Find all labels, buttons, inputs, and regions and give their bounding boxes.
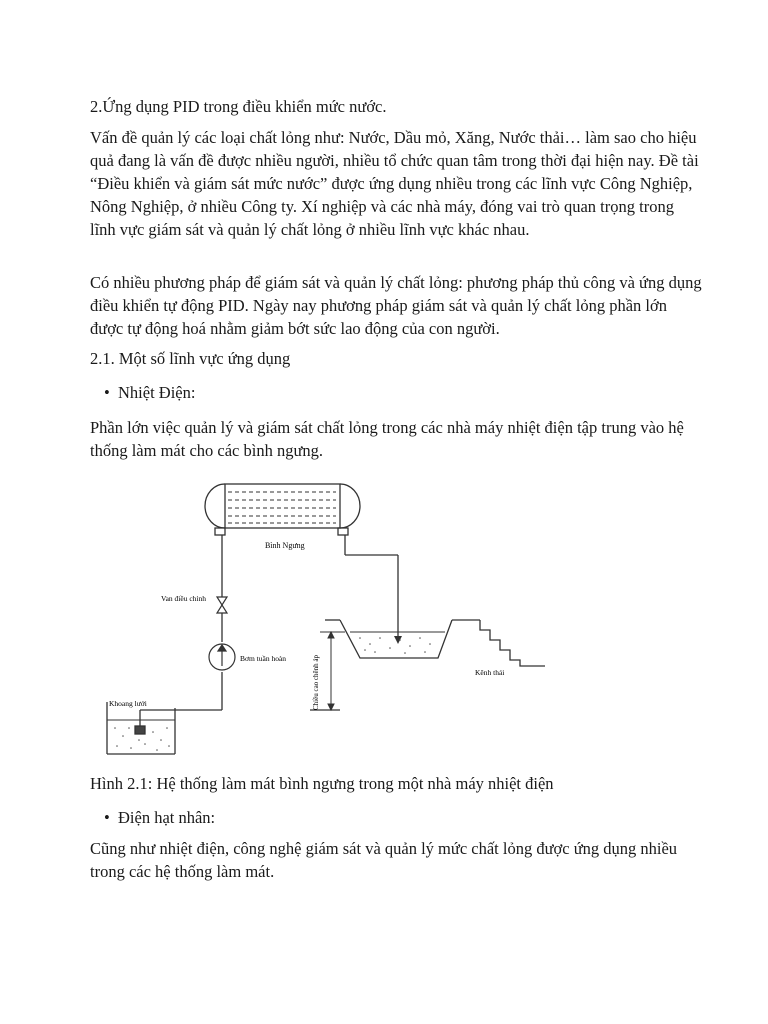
pump-icon <box>209 644 235 670</box>
label-pump: Bơm tuần hoàn <box>240 654 287 663</box>
discharge-channel <box>325 620 545 666</box>
bullet-nuclear-power <box>104 806 216 829</box>
section-heading-2-1: 2.1. Một số lĩnh vực ứng dụng <box>90 349 291 368</box>
bullet-dot: • <box>104 383 110 402</box>
label-channel: Kênh thải <box>475 668 505 677</box>
channel-water <box>359 637 431 654</box>
label-height: Chiều cao chênh áp <box>312 654 320 710</box>
paragraph-thermal: Phần lớn việc quản lý và giám sát chất lỏng trong các nhà máy nhiệt điện tập trung vào hệ thống làm mát cho các bình ngưng. <box>90 418 684 460</box>
bullet-thermal-power <box>104 381 196 404</box>
label-valve: Van điều chỉnh <box>161 594 206 603</box>
paragraph-intro: Vấn đề quản lý các loại chất lỏng như: Nước, Dầu mỏ, Xăng, Nước thải… làm sao cho hiệu quả đang là vấn đề được nhiều người, nhiều tổ chức quan tâm trong thời đại hiện nay. Đề tài “Điều khiển và giám sát mức nước” được ứng dụng nhiều trong các lĩnh vực Công Nghiệp, Nông Nghiệp, ở nhiều Công ty. Xí nghiệp và các nhà máy, đóng vai trò quan trọng trong lĩnh vực giám sát và quản lý chất lỏng ở nhiều lĩnh vực khác nhau. <box>90 128 699 239</box>
bullet-thermal-power-label: Nhiệt Điện: <box>118 383 196 402</box>
label-screen: Khoang lưới <box>109 699 147 708</box>
section-heading-pid: 2.Ứng dụng PID trong điều khiển mức nước. <box>90 97 387 116</box>
paragraph-nuclear: Cũng như nhiệt điện, công nghệ giám sát và quản lý mức chất lỏng được ứng dụng nhiều trong các hệ thống làm mát. <box>90 839 678 881</box>
figure-caption: Hình 2.1: Hệ thống làm mát bình ngưng trong một nhà máy nhiệt điện <box>90 774 554 793</box>
condenser-vessel <box>205 484 360 535</box>
bullet-dot: • <box>104 808 110 827</box>
label-condenser: Bình Ngưng <box>265 541 305 550</box>
return-pipe <box>345 535 398 638</box>
bullet-nuclear-power-label: Điện hạt nhân: <box>118 808 216 827</box>
supply-pipe <box>140 535 222 726</box>
valve-icon <box>217 597 227 613</box>
condenser-cooling-diagram <box>95 470 550 760</box>
paragraph-methods: Có nhiều phương pháp để giám sát và quản lý chất lỏng: phương pháp thủ công và ứng dụng điều khiển tự động PID. Ngày nay phương pháp giám sát và quản lý chất lỏng phần lớn được tự động hoá nhằm giảm bớt sức lao động của con người. <box>90 273 702 338</box>
